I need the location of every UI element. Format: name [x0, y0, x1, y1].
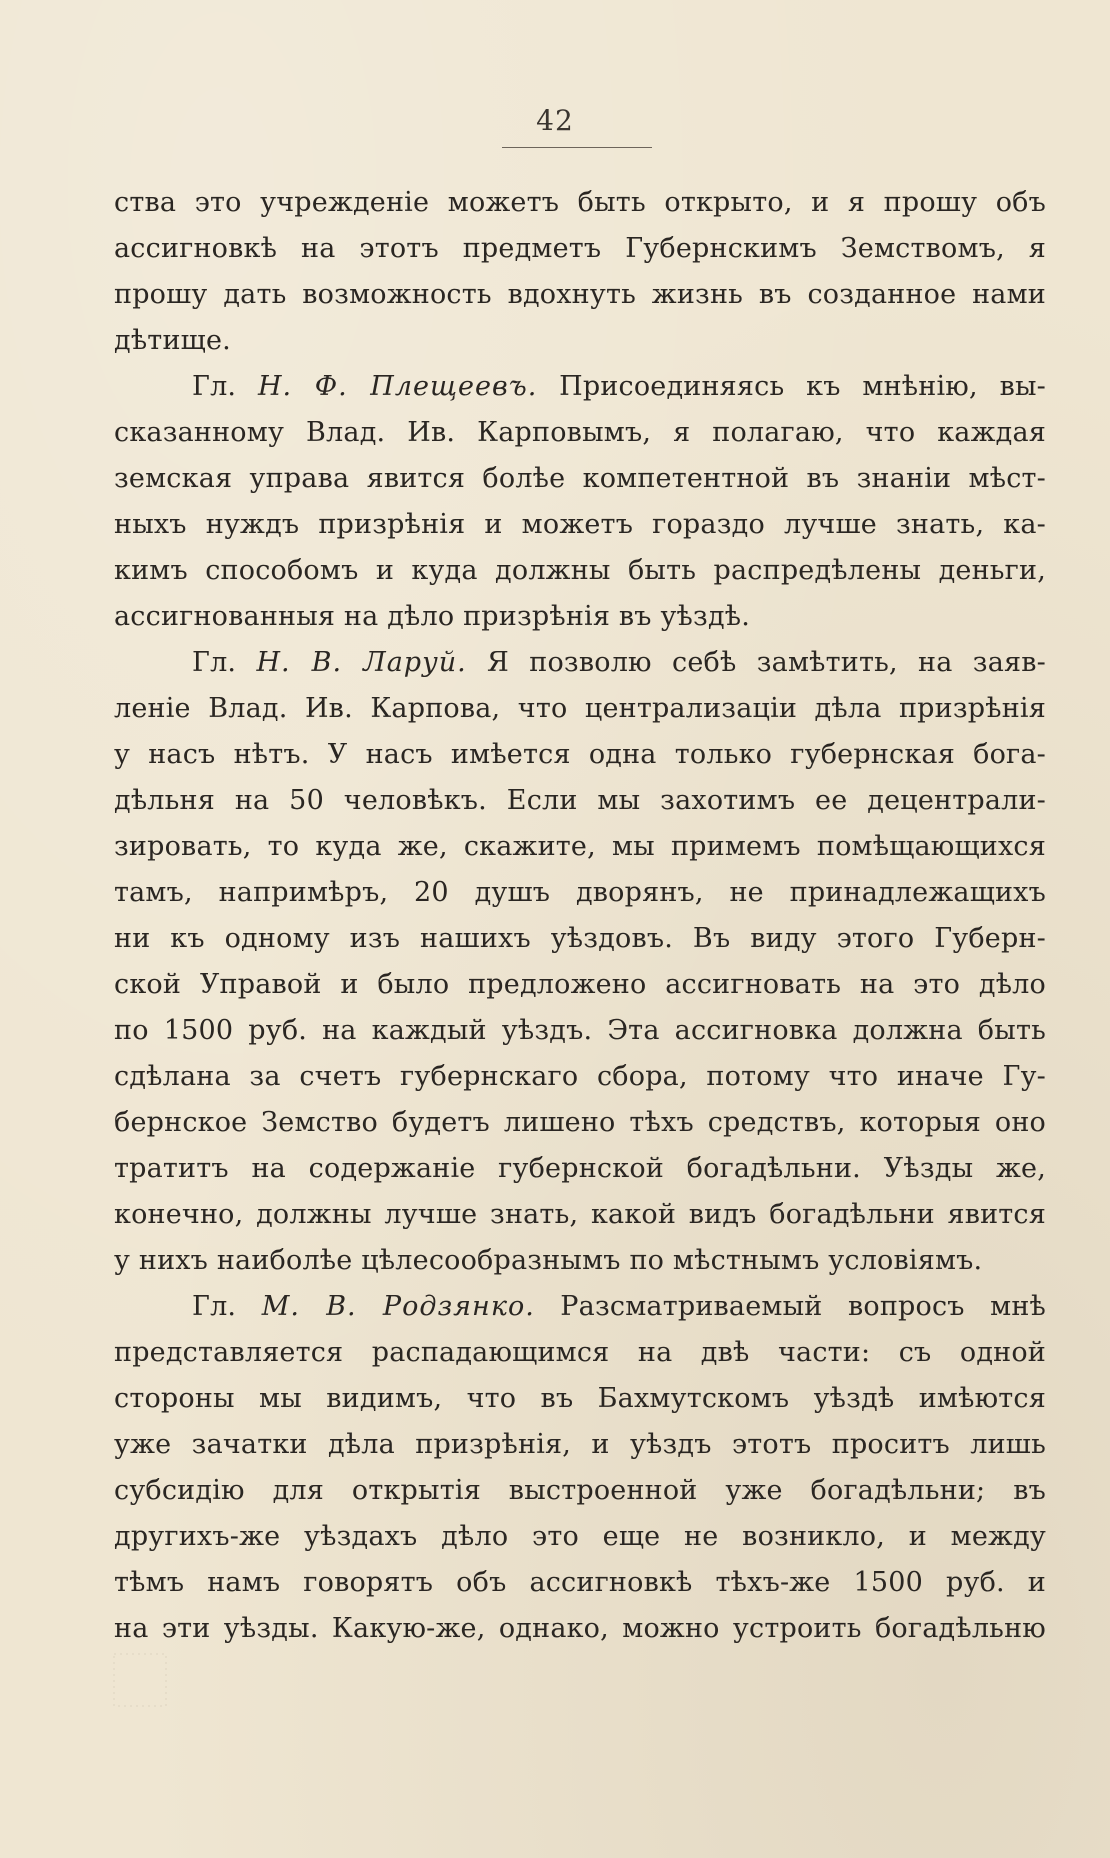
text-line — [114, 870, 1046, 916]
speaker-name: Н. Ф. Плещеевъ. — [258, 371, 538, 402]
line-text: по 1500 руб. на каждый уѣздъ. Эта ассигновка должна быть — [114, 1015, 1046, 1046]
text-line — [114, 1376, 1046, 1422]
text-line — [114, 778, 1046, 824]
line-text: Я позволю себѣ замѣтить, на заяв- — [466, 647, 1046, 678]
text-line — [114, 732, 1046, 778]
page-number: 42 — [536, 104, 574, 137]
text-line — [114, 1008, 1046, 1054]
line-text: тѣмъ намъ говорятъ объ ассигновкѣ тѣхъ-же 1500 руб. и — [114, 1567, 1046, 1598]
text-line — [114, 686, 1046, 732]
paper-mark-icon — [112, 1652, 168, 1708]
text-line — [114, 962, 1046, 1008]
line-text: ской Управой и было предложено ассигновать на это дѣло — [114, 969, 1046, 1000]
text-line — [114, 1422, 1046, 1468]
line-text: ассигновкѣ на этотъ предметъ Губернскимъ Земствомъ, я — [114, 233, 1046, 264]
text-line — [114, 1330, 1046, 1376]
speech-start-line — [114, 1284, 1046, 1330]
speech-start-line — [114, 364, 1046, 410]
header-rule — [502, 147, 652, 148]
line-text: субсидію для открытія выстроенной уже богадѣльни; въ — [114, 1475, 1046, 1506]
title-prefix: Гл. — [192, 647, 257, 678]
title-prefix: Гл. — [192, 371, 258, 402]
line-text: тратитъ на содержаніе губернской богадѣльни. Уѣзды же, — [114, 1153, 1046, 1184]
text-line — [114, 502, 1046, 548]
text-line — [114, 180, 1046, 226]
line-text: дѣтище. — [114, 325, 231, 356]
line-text: дѣльня на 50 человѣкъ. Если мы захотимъ ее децентрали- — [114, 785, 1046, 816]
text-line — [114, 1054, 1046, 1100]
text-line — [114, 1238, 1046, 1284]
line-text: прошу дать возможность вдохнуть жизнь въ созданное нами — [114, 279, 1046, 310]
line-text: у нихъ наиболѣе цѣлесообразнымъ по мѣстнымъ условіямъ. — [114, 1245, 983, 1276]
line-text: кимъ способомъ и куда должны быть распредѣлены деньги, — [114, 555, 1046, 586]
text-line — [114, 1100, 1046, 1146]
line-text: сказанному Влад. Ив. Карповымъ, я полагаю, что каждая — [114, 417, 1046, 448]
text-line — [114, 916, 1046, 962]
title-prefix: Гл. — [192, 1291, 262, 1322]
text-line — [114, 1606, 1046, 1652]
text-line — [114, 1146, 1046, 1192]
text-line — [114, 594, 1046, 640]
line-text: стороны мы видимъ, что въ Бахмутскомъ уѣздѣ имѣются — [114, 1383, 1046, 1414]
line-text: другихъ-же уѣздахъ дѣло это еще не возникло, и между — [114, 1521, 1046, 1552]
line-text: леніе Влад. Ив. Карпова, что централизаціи дѣла призрѣнія — [114, 693, 1046, 724]
text-line — [114, 318, 1046, 364]
text-line — [114, 410, 1046, 456]
body-text — [114, 180, 1046, 1652]
line-text: ассигнованныя на дѣло призрѣнія въ уѣздѣ. — [114, 601, 751, 632]
line-text: зировать, то куда же, скажите, мы примемъ помѣщающихся — [114, 831, 1046, 862]
line-text: у насъ нѣтъ. У насъ имѣется одна только губернская бога- — [114, 739, 1046, 770]
text-line — [114, 1468, 1046, 1514]
line-text: на эти уѣзды. Какую-же, однако, можно устроить богадѣльню — [114, 1613, 1046, 1644]
line-text: тамъ, напримѣръ, 20 душъ дворянъ, не принадлежащихъ — [114, 877, 1046, 908]
text-line — [114, 456, 1046, 502]
speaker-name: Н. В. Ларуй. — [256, 647, 467, 678]
line-text: сдѣлана за счетъ губернскаго сбора, потому что иначе Гу- — [114, 1061, 1046, 1092]
text-line — [114, 824, 1046, 870]
line-text: Присоединяясь къ мнѣнію, вы- — [537, 371, 1046, 402]
line-text: уже зачатки дѣла призрѣнія, и уѣздъ этотъ проситъ лишь — [114, 1429, 1046, 1460]
line-text: Разсматриваемый вопросъ мнѣ — [534, 1291, 1047, 1322]
line-text: конечно, должны лучше знать, какой видъ богадѣльни явится — [114, 1199, 1046, 1230]
text-line — [114, 226, 1046, 272]
text-line — [114, 1192, 1046, 1238]
speaker-name: М. В. Родзянко. — [261, 1291, 535, 1322]
line-text: ства это учрежденіе можетъ быть открыто, и я прошу объ — [114, 187, 1046, 218]
speech-start-line — [114, 640, 1046, 686]
line-text: представляется распадающимся на двѣ части: съ одной — [114, 1337, 1046, 1368]
text-line — [114, 548, 1046, 594]
text-line — [114, 272, 1046, 318]
line-text: бернское Земство будетъ лишено тѣхъ средствъ, которыя оно — [114, 1107, 1046, 1138]
text-line — [114, 1560, 1046, 1606]
line-text: ныхъ нуждъ призрѣнія и можетъ гораздо лучше знать, ка- — [114, 509, 1046, 540]
line-text: ни къ одному изъ нашихъ уѣздовъ. Въ виду этого Губерн- — [114, 923, 1046, 954]
line-text: земская управа явится болѣе компетентной въ знаніи мѣст- — [114, 463, 1046, 494]
text-line — [114, 1514, 1046, 1560]
